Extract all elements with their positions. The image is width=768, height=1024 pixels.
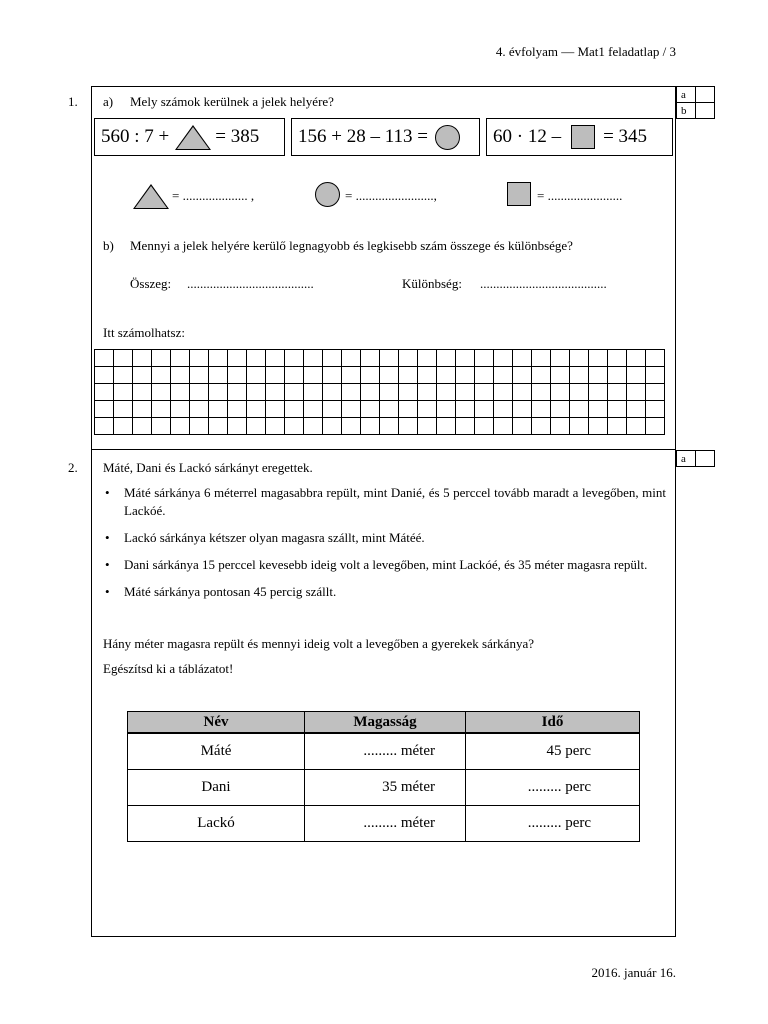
- task2-number: 2.: [68, 460, 78, 475]
- grid-cell[interactable]: [285, 384, 304, 401]
- grid-cell[interactable]: [342, 367, 361, 384]
- grid-cell[interactable]: [532, 401, 551, 418]
- grid-cell[interactable]: [475, 367, 494, 384]
- grid-cell[interactable]: [570, 350, 589, 367]
- cell-height[interactable]: ......... méter: [305, 733, 466, 770]
- grid-cell[interactable]: [608, 401, 627, 418]
- grid-cell[interactable]: [209, 367, 228, 384]
- grid-cell[interactable]: [95, 367, 114, 384]
- square-icon: [571, 125, 595, 149]
- task1a-label: a): [103, 94, 114, 109]
- grid-cell[interactable]: [304, 350, 323, 367]
- grid-cell[interactable]: [114, 418, 133, 435]
- grid-cell[interactable]: [304, 418, 323, 435]
- grid-cell[interactable]: [304, 401, 323, 418]
- scratch-grid[interactable]: [94, 349, 665, 435]
- grid-cell[interactable]: [342, 384, 361, 401]
- grid-cell[interactable]: [418, 367, 437, 384]
- grid-cell[interactable]: [266, 350, 285, 367]
- difference-label: Különbség:: [402, 276, 462, 291]
- grid-cell[interactable]: [570, 384, 589, 401]
- triangle-answer-icon: [133, 184, 169, 209]
- grid-cell[interactable]: [323, 384, 342, 401]
- grid-cell[interactable]: [133, 401, 152, 418]
- grid-cell[interactable]: [494, 350, 513, 367]
- header-time: Idő: [466, 712, 640, 734]
- grid-cell[interactable]: [627, 418, 646, 435]
- grid-cell[interactable]: [627, 384, 646, 401]
- grid-cell[interactable]: [513, 418, 532, 435]
- grid-cell[interactable]: [323, 367, 342, 384]
- grid-cell[interactable]: [361, 401, 380, 418]
- grid-cell[interactable]: [342, 401, 361, 418]
- equation-1-right: = 385: [215, 126, 260, 147]
- grid-cell[interactable]: [380, 367, 399, 384]
- grid-cell[interactable]: [171, 367, 190, 384]
- grid-cell[interactable]: [209, 401, 228, 418]
- grid-cell[interactable]: [437, 367, 456, 384]
- task1b-label: b): [103, 238, 114, 253]
- condition-item: • Máté sárkánya pontosan 45 percig szállt.: [103, 583, 666, 601]
- grid-cell[interactable]: [646, 418, 665, 435]
- task1-score-table: [676, 86, 715, 119]
- grid-cell[interactable]: [646, 350, 665, 367]
- grid-cell[interactable]: [114, 384, 133, 401]
- grid-cell[interactable]: [285, 367, 304, 384]
- equation-3-left: 60 · 12 –: [493, 126, 562, 147]
- grid-cell[interactable]: [399, 384, 418, 401]
- grid-cell[interactable]: [342, 350, 361, 367]
- grid-cell[interactable]: [456, 418, 475, 435]
- task2-score-table: [676, 450, 715, 467]
- grid-cell[interactable]: [152, 401, 171, 418]
- grid-cell[interactable]: [95, 418, 114, 435]
- grid-cell[interactable]: [114, 350, 133, 367]
- condition-list: [103, 484, 666, 610]
- grid-cell[interactable]: [589, 418, 608, 435]
- grid-cell[interactable]: [190, 367, 209, 384]
- cell-time: 45 perc: [466, 733, 640, 770]
- grid-cell[interactable]: [437, 350, 456, 367]
- equation-1-left: 560 : 7 +: [101, 126, 170, 147]
- circle-answer[interactable]: = ........................,: [345, 188, 437, 203]
- grid-cell[interactable]: [437, 401, 456, 418]
- grid-cell[interactable]: [152, 367, 171, 384]
- equation-2: [291, 118, 480, 156]
- grid-cell[interactable]: [646, 384, 665, 401]
- header-height: Magasság: [305, 712, 466, 734]
- grid-cell[interactable]: [399, 418, 418, 435]
- grid-cell[interactable]: [171, 384, 190, 401]
- grid-cell[interactable]: [627, 367, 646, 384]
- header-name: Név: [128, 712, 305, 734]
- grid-cell[interactable]: [399, 367, 418, 384]
- grid-cell[interactable]: [95, 384, 114, 401]
- square-answer[interactable]: = .......................: [537, 188, 623, 203]
- grid-cell[interactable]: [570, 367, 589, 384]
- task1-number: 1.: [68, 94, 78, 109]
- grid-cell[interactable]: [266, 384, 285, 401]
- circle-answer-icon: [315, 182, 340, 207]
- table-row: [128, 770, 640, 806]
- grid-cell[interactable]: [399, 350, 418, 367]
- grid-cell[interactable]: [133, 384, 152, 401]
- grid-cell[interactable]: [418, 418, 437, 435]
- grid-cell[interactable]: [551, 401, 570, 418]
- grid-cell[interactable]: [171, 401, 190, 418]
- grid-cell[interactable]: [190, 418, 209, 435]
- cell-name: Dani: [128, 770, 305, 806]
- grid-cell[interactable]: [361, 367, 380, 384]
- equation-3: [486, 118, 673, 156]
- grid-cell[interactable]: [475, 384, 494, 401]
- grid-cell[interactable]: [513, 384, 532, 401]
- grid-cell[interactable]: [304, 367, 323, 384]
- grid-cell[interactable]: [494, 367, 513, 384]
- task1b-question: Mennyi a jelek helyére kerülő legnagyobb és legkisebb szám összege és különbsége?: [130, 238, 573, 253]
- grid-cell[interactable]: [247, 384, 266, 401]
- scratch-label: Itt számolhatsz:: [103, 325, 185, 340]
- sum-label: Összeg:: [130, 276, 172, 291]
- grid-cell[interactable]: [228, 367, 247, 384]
- grid-cell[interactable]: [247, 367, 266, 384]
- grid-cell[interactable]: [589, 367, 608, 384]
- grid-cell[interactable]: [456, 384, 475, 401]
- grid-cell[interactable]: [513, 350, 532, 367]
- task-divider: [91, 449, 676, 450]
- cell-name: Lackó: [128, 806, 305, 842]
- grid-cell[interactable]: [323, 350, 342, 367]
- grid-cell[interactable]: [342, 418, 361, 435]
- grid-cell[interactable]: [95, 401, 114, 418]
- sum-answer[interactable]: .......................................: [187, 276, 314, 291]
- grid-cell[interactable]: [532, 350, 551, 367]
- grid-cell[interactable]: [551, 350, 570, 367]
- answer-table: [127, 711, 640, 842]
- grid-cell[interactable]: [190, 384, 209, 401]
- grid-cell[interactable]: [304, 384, 323, 401]
- grid-cell[interactable]: [133, 418, 152, 435]
- grid-cell[interactable]: [570, 401, 589, 418]
- grid-cell[interactable]: [228, 418, 247, 435]
- grid-cell[interactable]: [114, 401, 133, 418]
- grid-cell[interactable]: [190, 350, 209, 367]
- grid-cell[interactable]: [114, 367, 133, 384]
- difference-answer[interactable]: .......................................: [480, 276, 607, 291]
- condition-item: • Dani sárkánya 15 perccel kevesebb ideig volt a levegőben, mint Lackóé, és 35 méter magasra repült.: [103, 556, 666, 574]
- task2-question: Hány méter magasra repült és mennyi ideig volt a levegőben a gyerekek sárkánya?: [103, 636, 534, 651]
- square-answer-icon: [507, 182, 531, 206]
- grid-cell[interactable]: [494, 401, 513, 418]
- grid-cell[interactable]: [456, 367, 475, 384]
- cell-time[interactable]: ......... perc: [466, 770, 640, 806]
- grid-cell[interactable]: [133, 367, 152, 384]
- grid-cell[interactable]: [494, 384, 513, 401]
- table-row: [128, 733, 640, 770]
- cell-height: 35 méter: [305, 770, 466, 806]
- grid-cell[interactable]: [532, 418, 551, 435]
- grid-cell[interactable]: [152, 384, 171, 401]
- grid-cell[interactable]: [475, 401, 494, 418]
- grid-cell[interactable]: [247, 418, 266, 435]
- grid-cell[interactable]: [323, 401, 342, 418]
- grid-cell[interactable]: [209, 418, 228, 435]
- equation-1: [94, 118, 285, 156]
- grid-cell[interactable]: [399, 401, 418, 418]
- equation-2-left: 156 + 28 – 113 =: [298, 126, 428, 147]
- cell-height[interactable]: ......... méter: [305, 806, 466, 842]
- score-label-a: a: [677, 87, 696, 103]
- grid-cell[interactable]: [551, 384, 570, 401]
- grid-cell[interactable]: [608, 350, 627, 367]
- condition-item: • Lackó sárkánya kétszer olyan magasra szállt, mint Mátéé.: [103, 529, 666, 547]
- grid-cell[interactable]: [475, 418, 494, 435]
- grid-cell[interactable]: [133, 350, 152, 367]
- condition-item: • Máté sárkánya 6 méterrel magasabbra repült, mint Danié, és 5 perccel tovább maradt a levegőben, mint Lackóé.: [103, 484, 666, 520]
- cell-name: Máté: [128, 733, 305, 770]
- grid-cell[interactable]: [380, 401, 399, 418]
- grid-cell[interactable]: [551, 367, 570, 384]
- grid-cell[interactable]: [266, 367, 285, 384]
- triangle-icon: [175, 125, 211, 150]
- grid-cell[interactable]: [589, 401, 608, 418]
- grid-cell[interactable]: [361, 350, 380, 367]
- task1a-question: Mely számok kerülnek a jelek helyére?: [130, 94, 334, 109]
- grid-cell[interactable]: [380, 384, 399, 401]
- grid-cell[interactable]: [361, 384, 380, 401]
- grid-cell[interactable]: [456, 350, 475, 367]
- grid-cell[interactable]: [380, 350, 399, 367]
- grid-cell[interactable]: [209, 350, 228, 367]
- grid-cell[interactable]: [95, 350, 114, 367]
- grid-cell[interactable]: [551, 418, 570, 435]
- grid-cell[interactable]: [266, 418, 285, 435]
- grid-cell[interactable]: [171, 418, 190, 435]
- grid-cell[interactable]: [627, 401, 646, 418]
- task2-intro: Máté, Dani és Lackó sárkányt eregettek.: [103, 460, 313, 475]
- grid-cell[interactable]: [646, 367, 665, 384]
- grid-cell[interactable]: [513, 401, 532, 418]
- grid-cell[interactable]: [589, 350, 608, 367]
- score-box-a[interactable]: [696, 451, 715, 467]
- score-label-b: b: [677, 103, 696, 119]
- circle-icon: [435, 125, 460, 150]
- grid-cell[interactable]: [608, 367, 627, 384]
- grid-cell[interactable]: [323, 418, 342, 435]
- grid-cell[interactable]: [418, 384, 437, 401]
- grid-cell[interactable]: [608, 384, 627, 401]
- grid-cell[interactable]: [152, 350, 171, 367]
- grid-cell[interactable]: [361, 418, 380, 435]
- grid-cell[interactable]: [209, 384, 228, 401]
- grid-cell[interactable]: [171, 350, 190, 367]
- grid-cell[interactable]: [285, 418, 304, 435]
- grid-cell[interactable]: [418, 350, 437, 367]
- grid-cell[interactable]: [513, 367, 532, 384]
- grid-cell[interactable]: [152, 418, 171, 435]
- score-box-b[interactable]: [696, 103, 715, 119]
- equation-3-right: = 345: [603, 126, 648, 147]
- grid-cell[interactable]: [589, 384, 608, 401]
- grid-cell[interactable]: [532, 367, 551, 384]
- grid-cell[interactable]: [418, 401, 437, 418]
- task2-instruction: Egészítsd ki a táblázatot!: [103, 661, 234, 676]
- grid-cell[interactable]: [494, 418, 513, 435]
- grid-cell[interactable]: [190, 401, 209, 418]
- grid-cell[interactable]: [532, 384, 551, 401]
- grid-cell[interactable]: [456, 401, 475, 418]
- grid-cell[interactable]: [380, 418, 399, 435]
- grid-cell[interactable]: [228, 401, 247, 418]
- grid-cell[interactable]: [285, 401, 304, 418]
- grid-cell[interactable]: [627, 350, 646, 367]
- grid-cell[interactable]: [475, 350, 494, 367]
- grid-cell[interactable]: [646, 401, 665, 418]
- grid-cell[interactable]: [266, 401, 285, 418]
- grid-cell[interactable]: [228, 350, 247, 367]
- grid-cell[interactable]: [437, 418, 456, 435]
- grid-cell[interactable]: [247, 401, 266, 418]
- cell-time[interactable]: ......... perc: [466, 806, 640, 842]
- table-row: [128, 806, 640, 842]
- score-label-a: a: [677, 451, 696, 467]
- grid-cell[interactable]: [228, 384, 247, 401]
- grid-cell[interactable]: [608, 418, 627, 435]
- score-box-a[interactable]: [696, 87, 715, 103]
- grid-cell[interactable]: [570, 418, 589, 435]
- page-footer: 2016. január 16.: [591, 965, 676, 980]
- grid-cell[interactable]: [437, 384, 456, 401]
- grid-cell[interactable]: [247, 350, 266, 367]
- page-header: 4. évfolyam — Mat1 feladatlap / 3: [495, 44, 676, 59]
- triangle-answer[interactable]: = .................... ,: [172, 188, 255, 203]
- grid-cell[interactable]: [285, 350, 304, 367]
